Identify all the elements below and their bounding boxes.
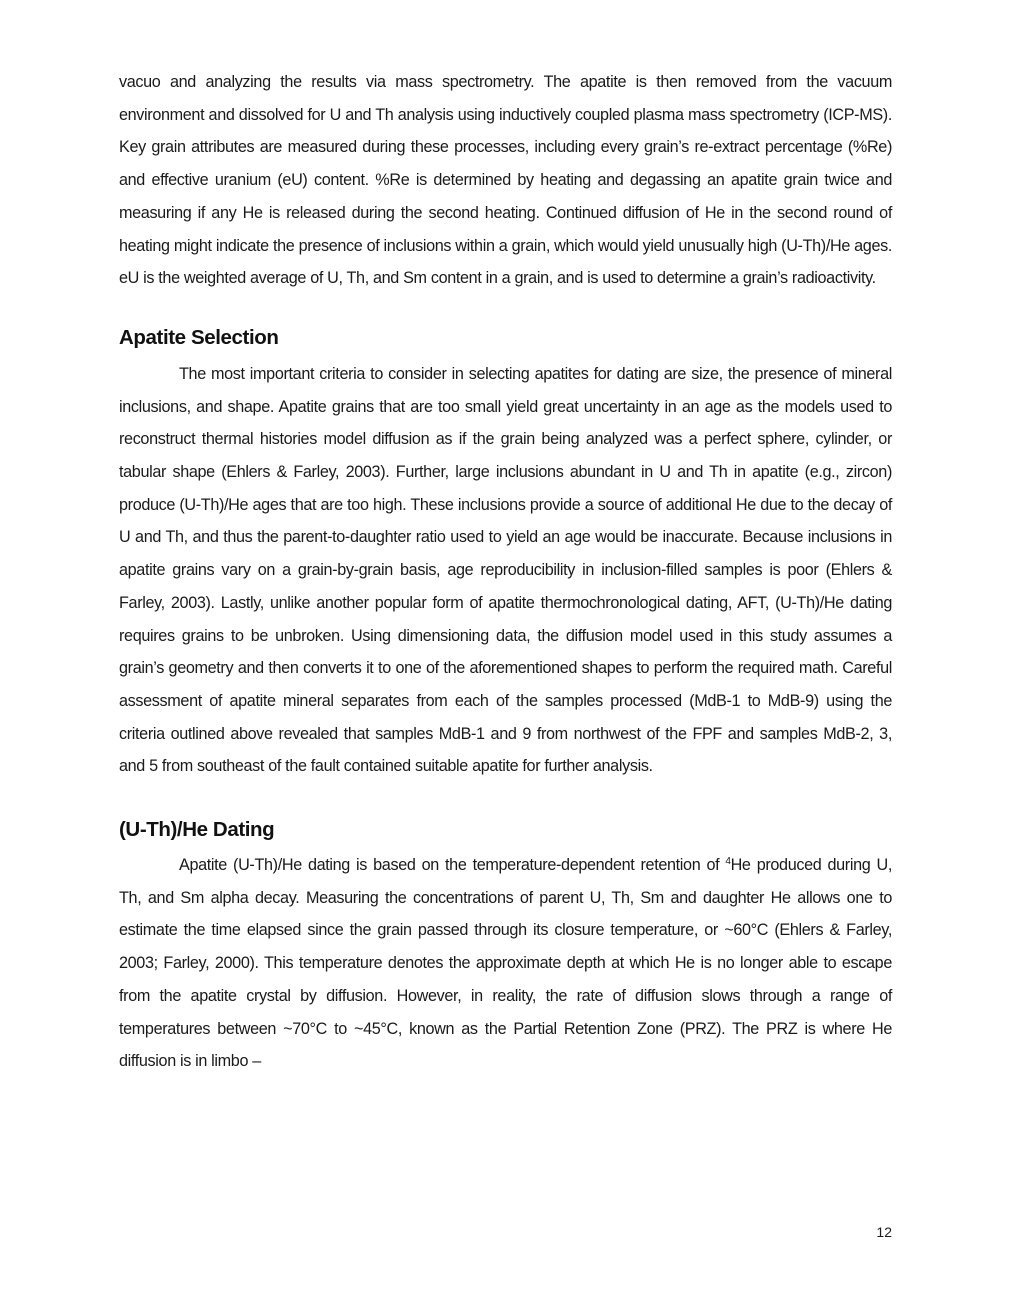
paragraph-uth-he-dating (119, 849, 892, 1078)
paragraph-intro: vacuo and analyzing the results via mass spectrometry. The apatite is then removed from the vacuum environment and dissolved for U and Th analysis using inductively coupled plasma mass spectrometry (ICP-MS). Key grain attributes are measured during these processes, including every grain’s re-extract percentage (%Re) and effective uranium (eU) content. %Re is determined by heating and degassing an apatite grain twice and measuring if any He is released during the second heating. Continued diffusion of He in the second round of heating might indicate the presence of inclusions within a grain, which would yield unusually high (U-Th)/He ages. eU is the weighted average of U, Th, and Sm content in a grain, and is used to determine a grain’s radioactivity. (119, 73, 892, 288)
paragraph-text-rest: He produced during U, Th, and Sm alpha decay. Measuring the concentrations of parent U, Th, Sm and daughter He allows one to estimate the time elapsed since the grain passed through its closure temperature, or ~60°C (Ehlers & Farley, 2003; Farley, 2000). This temperature denotes the approximate depth at which He is no longer able to escape from the apatite crystal by diffusion. However, in reality, the rate of diffusion slows through a range of temperatures between ~70°C to ~45°C, known as the Partial Retention Zone (PRZ). The PRZ is where He diffusion is in limbo – (119, 856, 892, 1071)
isotope-superscript: 4 (725, 856, 731, 868)
page-number: 12 (876, 1224, 892, 1240)
section-heading-apatite-selection: Apatite Selection (119, 325, 279, 349)
section-heading-uth-he-dating: (U-Th)/He Dating (119, 818, 275, 842)
paragraph-apatite-selection: The most important criteria to consider in selecting apatites for dating are size, the presence of mineral inclusions, and shape. Apatite grains that are too small yield great uncertainty in an age as the models used to reconstruct thermal histories model diffusion as if the grain being analyzed was a perfect sphere, cylinder, or tabular shape (Ehlers & Farley, 2003). Further, large inclusions abundant in U and Th in apatite (e.g., zircon) produce (U-Th)/He ages that are too high. These inclusions provide a source of additional He due to the decay of U and Th, and thus the parent-to-daughter ratio used to yield an age would be inaccurate. Because inclusions in apatite grains vary on a grain-by-grain basis, age reproducibility in inclusion-filled samples is poor (Ehlers & Farley, 2003). Lastly, unlike another popular form of apatite thermochronological dating, AFT, (U-Th)/He dating requires grains to be unbroken. Using dimensioning data, the diffusion model used in this study assumes a grain’s geometry and then converts it to one of the aforementioned shapes to perform the required math. Careful assessment of apatite mineral separates from each of the samples processed (MdB-1 to MdB-9) using the criteria outlined above revealed that samples MdB-1 and 9 from northwest of the FPF and samples MdB-2, 3, and 5 from southeast of the fault contained suitable apatite for further analysis. (119, 364, 892, 776)
paragraph-text-start: Apatite (U-Th)/He dating is based on the temperature-dependent retention of (179, 856, 726, 875)
document-page (119, 66, 892, 1078)
